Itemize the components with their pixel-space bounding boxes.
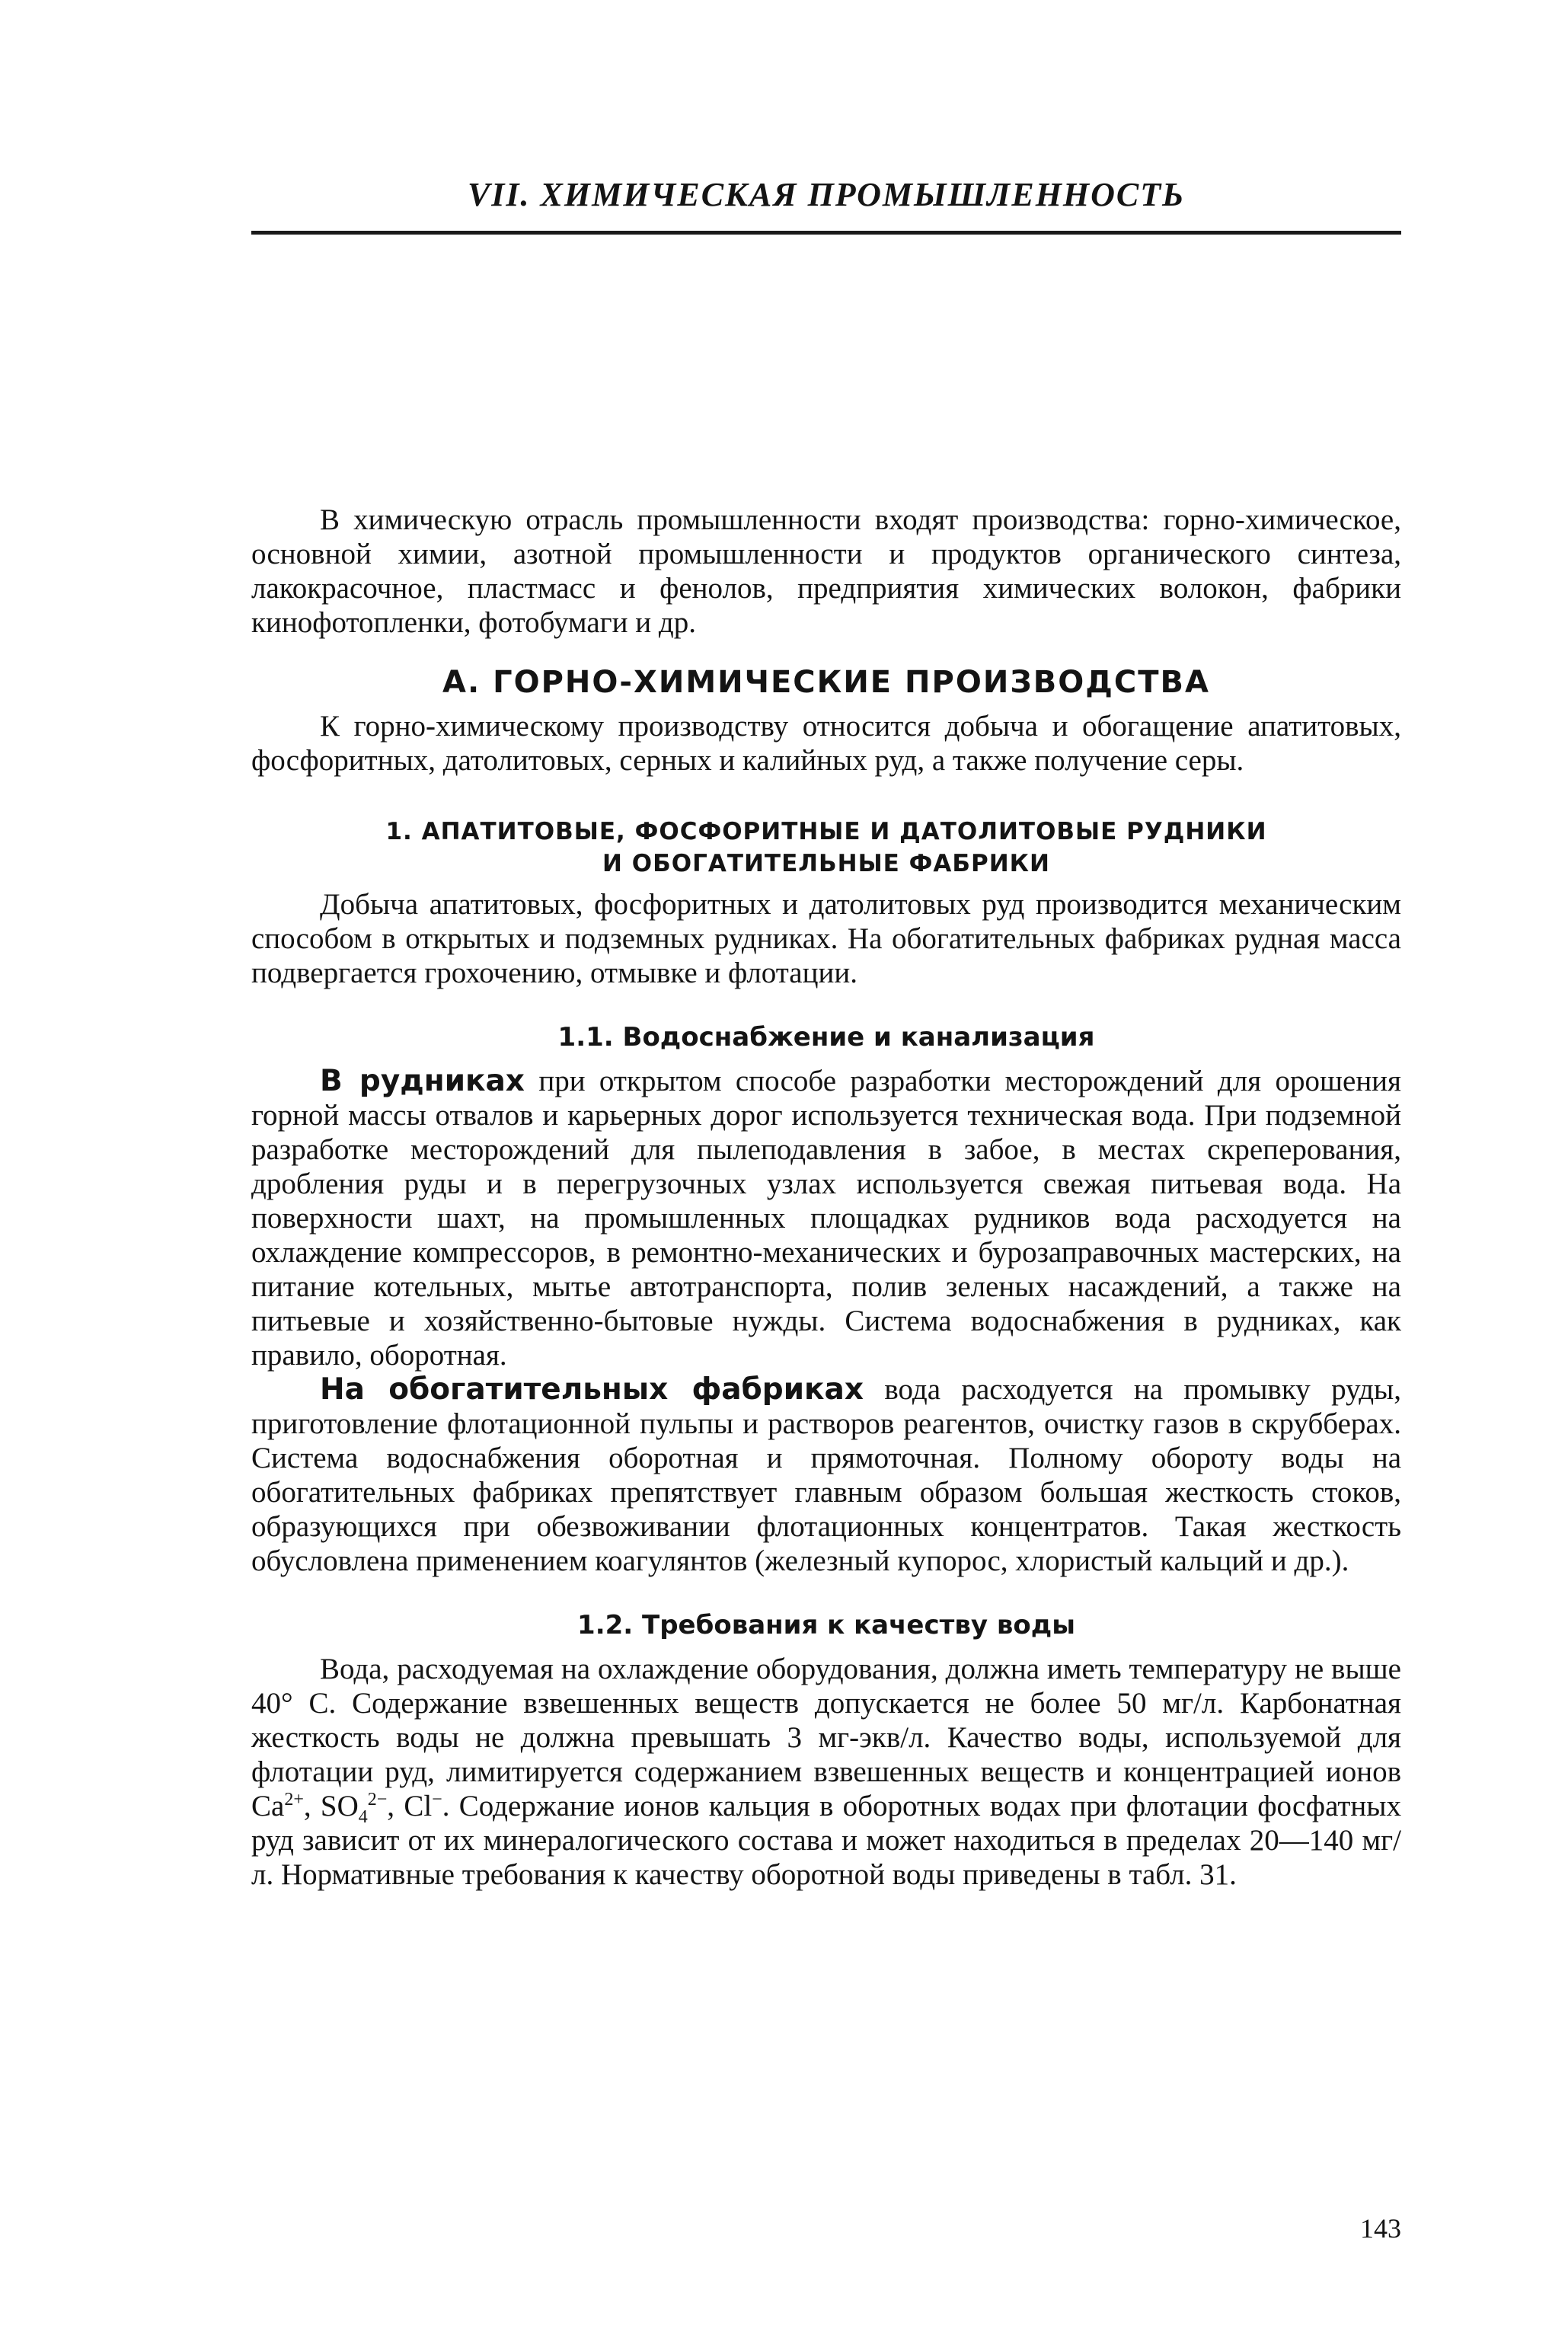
chapter-title: VII. ХИМИЧЕСКАЯ ПРОМЫШЛЕННОСТЬ <box>467 176 1186 213</box>
header-rule <box>251 231 1401 235</box>
page-number: 143 <box>1360 2213 1401 2244</box>
so4-charge: 2− <box>367 1790 388 1810</box>
section-1-heading-line2: И ОБОГАТИТЕЛЬНЫЕ ФАБРИКИ <box>602 850 1050 877</box>
section-1-1-paragraph-plants <box>251 1372 1401 1578</box>
plants-text: вода расходуется на промывку руды, приготовление флотационной пульпы и растворов реагентов, очистку газов в скрубберах. Система водоснабжения оборотная и прямоточная. Полному обороту воды на обогатительных фабриках препятствует главным образом большая жесткость стоков, образующихся при обезвоживании флотационных концентратов. Такая жесткость обусловлена применением коагулянтов (железный купорос, хлористый кальций и др.). <box>251 1373 1401 1577</box>
so4-subscript: 4 <box>358 1806 368 1827</box>
page-content <box>251 503 1401 1892</box>
plants-lead: На обогатительных фабриках <box>320 1372 864 1407</box>
intro-paragraph: В химическую отрасль промышленности входят производства: горно-химическое, основной химии, азотной промышленности и продуктов органического синтеза, лакокрасочное, пластмасс и фенолов, предприятия химических волокон, фабрики кинофотопленки, фотобумаги и др. <box>251 503 1401 639</box>
cl-charge: − <box>432 1790 442 1810</box>
section-1-1-heading: 1.1. Водоснабжение и канализация <box>557 1022 1095 1053</box>
quality-text-c: , Cl <box>387 1790 433 1822</box>
section-1-1-paragraph-mines <box>251 1064 1401 1372</box>
section-1-paragraph: Добыча апатитовых, фосфоритных и датолитовых руд производится механическим способом в открытых и подземных рудниках. На обогатительных фабриках рудная масса подвергается грохочению, отмывке и флотации. <box>251 888 1401 989</box>
section-1-2-paragraph <box>251 1652 1401 1892</box>
quality-text-a: Вода, расходуемая на охлаждение оборудования, должна иметь температуру не выше 40° С. Содержание взвешенных веществ допускается не более 50 мг/л. Карбонатная жесткость воды не должна превышать 3 мг-экв/л. Качество воды, используемой для флотации руд, лимитируется содержанием взвешенных веществ и концентрацией ионов Ca <box>251 1653 1401 1822</box>
section-1-heading <box>251 816 1401 880</box>
quality-text-d: . Содержание ионов кальция в оборотных водах при флотации фосфатных руд зависит от их минералогического состава и может находиться в пределах 20—140 мг/л. Нормативные требования к качеству оборотной воды приведены в табл. 31. <box>251 1790 1401 1891</box>
section-1-2-heading: 1.2. Требования к качеству воды <box>577 1610 1075 1640</box>
section-1-heading-line1: 1. АПАТИТОВЫЕ, ФОСФОРИТНЫЕ И ДАТОЛИТОВЫЕ РУДНИКИ <box>385 818 1267 845</box>
quality-text-b: , SO <box>303 1790 359 1822</box>
mines-text: при открытом способе разработки месторождений для орошения горной массы отвалов и карьерных дорог используется техническая вода. При подземной разработке месторождений для пылеподавления в забое, в местах скреперования, дробления руды и в перегрузочных узлах используется свежая питьевая вода. На поверхности шахт, на промышленных площадках рудников вода расходуется на охлаждение компрессоров, в ремонтно-механических и бурозаправочных мастерских, на питание котельных, мытье автотранспорта, полив зеленых насаждений, а также на питьевые и хозяйственно-бытовые нужды. Система водоснабжения в рудниках, как правило, оборотная. <box>251 1065 1401 1372</box>
section-a-paragraph: К горно-химическому производству относится добыча и обогащение апатитовых, фосфоритных, датолитовых, серных и калийных руд, а также получение серы. <box>251 710 1401 777</box>
section-a-heading: А. ГОРНО-ХИМИЧЕСКИЕ ПРОИЗВОДСТВА <box>442 665 1210 700</box>
mines-lead: В рудниках <box>320 1064 525 1098</box>
ca-charge: 2+ <box>284 1790 304 1810</box>
